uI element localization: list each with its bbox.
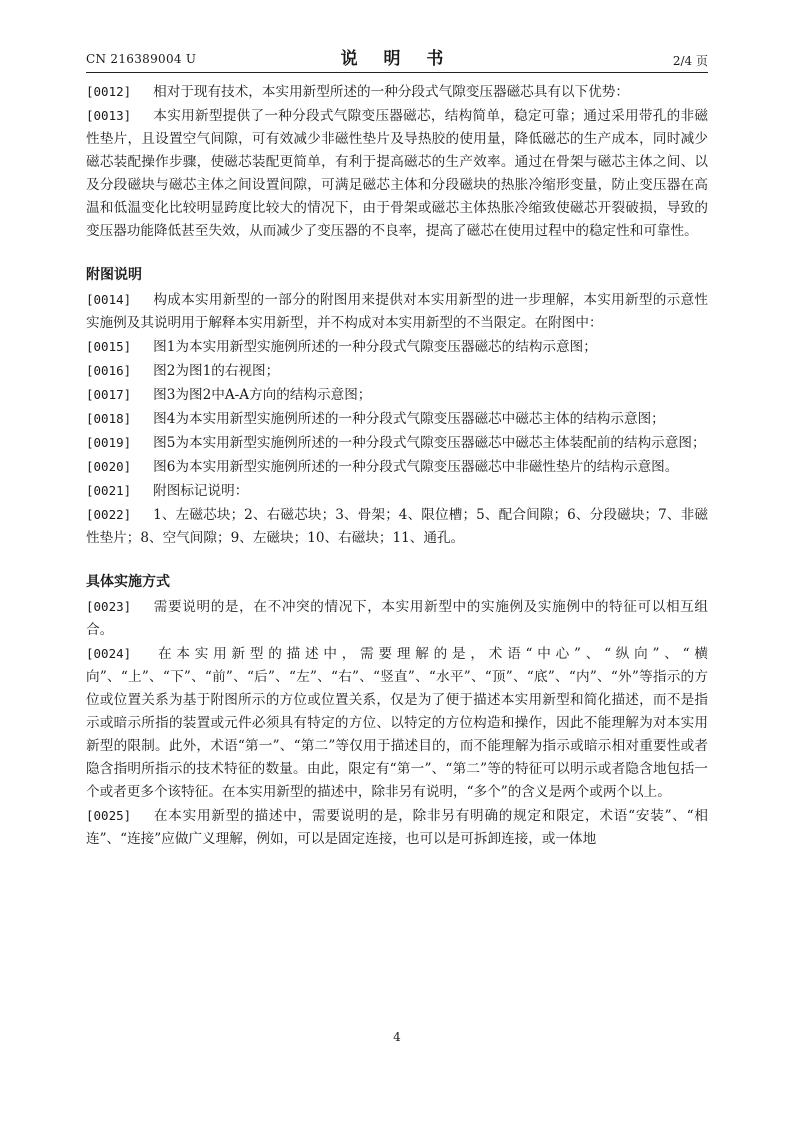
paragraph-number: [0024] bbox=[86, 646, 132, 661]
section-heading-embodiments: 具体实施方式 bbox=[86, 574, 170, 590]
section-heading-figures: 附图说明 bbox=[86, 267, 142, 283]
publication-number: CN 216389004 U bbox=[86, 52, 197, 66]
paragraph-number: [0014] bbox=[86, 292, 132, 307]
paragraph-text: 图6为本实用新型实施例所述的一种分段式气隙变压器磁芯中非磁性垫片的结构示意图。 bbox=[153, 459, 679, 475]
paragraph bbox=[86, 383, 708, 407]
paragraph-number: [0015] bbox=[86, 339, 132, 354]
paragraph-text: 图2为图1的右视图； bbox=[153, 363, 280, 379]
paragraph-number: [0012] bbox=[86, 84, 132, 99]
page-header bbox=[86, 44, 708, 70]
paragraph-number: [0023] bbox=[86, 599, 132, 614]
paragraph bbox=[86, 431, 708, 455]
paragraph-text: 附图标记说明： bbox=[153, 483, 249, 499]
paragraph-text: 构成本实用新型的一部分的附图用来提供对本实用新型的进一步理解，本实用新型的示意性实施例及其说明用于解释本实用新型，并不构成对本实用新型的不当限定。在附图中： bbox=[86, 292, 708, 331]
paragraph-text: 图4为本实用新型实施例所述的一种分段式气隙变压器磁芯中磁芯主体的结构示意图； bbox=[153, 411, 665, 427]
paragraph bbox=[86, 503, 708, 550]
paragraph bbox=[86, 407, 708, 431]
page-indicator: 2/4 页 bbox=[672, 54, 708, 68]
document-title: 说 明 书 bbox=[340, 49, 454, 69]
paragraph bbox=[86, 455, 708, 479]
paragraph-number: [0025] bbox=[86, 808, 132, 823]
document-body bbox=[86, 80, 708, 851]
paragraph-text: 图5为本实用新型实施例所述的一种分段式气隙变压器磁芯中磁芯主体装配前的结构示意图； bbox=[153, 435, 706, 451]
paragraph-text: 1、左磁芯块；2、右磁芯块；3、骨架；4、限位槽；5、配合间隙；6、分段磁块；7、非磁性垫片；8、空气间隙；9、左磁块；10、右磁块；11、通孔。 bbox=[86, 507, 708, 546]
paragraph bbox=[86, 104, 708, 243]
paragraph-text: 相对于现有技术，本实用新型所述的一种分段式气隙变压器磁芯具有以下优势： bbox=[153, 84, 629, 100]
paragraph-number: [0013] bbox=[86, 108, 132, 123]
paragraph-number: [0018] bbox=[86, 411, 132, 426]
paragraph-text: 图1为本实用新型实施例所述的一种分段式气隙变压器磁芯的结构示意图； bbox=[153, 339, 597, 355]
paragraph-text: 图3为图2中A-A方向的结构示意图； bbox=[153, 387, 372, 403]
paragraph bbox=[86, 80, 708, 104]
paragraph bbox=[86, 804, 708, 851]
page-number: 4 bbox=[393, 1030, 401, 1044]
paragraph-number: [0017] bbox=[86, 387, 132, 402]
paragraph-text: 在本实用新型的描述中，需要理解的是，术语“中心”、“纵向”、“横向”、“上”、“下”、“前”、“后”、“左”、“右”、“竖直”、“水平”、“顶”、“底”、“内”、“外”等指示的方位或位置关系为基于附图所示的方位或位置关系，仅是为了便于描述本实用新型和简化描述，而不是指示或暗示所指的装置或元件必须具有特定的方位、以特定的方位构造和操作，因此不能理解为对本实用新型的限制。此外，术语“第一”、“第二”等仅用于描述目的，而不能理解为指示或暗示相对重要性或者隐含指明所指示的技术特征的数量。由此，限定有“第一”、“第二”等的特征可以明示或者隐含地包括一个或者更多个该特征。在本实用新型的描述中，除非另有说明，“多个”的含义是两个或两个以上。 bbox=[86, 646, 708, 800]
header-rule bbox=[86, 72, 708, 73]
paragraph bbox=[86, 335, 708, 359]
paragraph-number: [0016] bbox=[86, 363, 132, 378]
paragraph bbox=[86, 595, 708, 642]
paragraph bbox=[86, 359, 708, 383]
paragraph-number: [0019] bbox=[86, 435, 132, 450]
paragraph-text: 本实用新型提供了一种分段式气隙变压器磁芯，结构简单，稳定可靠；通过采用带孔的非磁性垫片，且设置空气间隙，可有效减少非磁性垫片及导热胶的使用量，降低磁芯的生产成本，同时减少磁芯装配操作步骤，使磁芯装配更简单，有利于提高磁芯的生产效率。通过在骨架与磁芯主体之间、以及分段磁块与磁芯主体之间设置间隙，可满足磁芯主体和分段磁块的热胀冷缩形变量，防止变压器在高温和低温变化比较明显跨度比较大的情况下，由于骨架或磁芯主体热胀冷缩致使磁芯开裂破损，导致的变压器功能降低甚至失效，从而减少了变压器的不良率，提高了磁芯在使用过程中的稳定性和可靠性。 bbox=[86, 108, 708, 239]
paragraph-text: 需要说明的是，在不冲突的情况下，本实用新型中的实施例及实施例中的特征可以相互组合。 bbox=[86, 599, 708, 638]
paragraph-number: [0021] bbox=[86, 483, 132, 498]
paragraph-text: 在本实用新型的描述中，需要说明的是，除非另有明确的规定和限定，术语“安装”、“相连”、“连接”应做广义理解，例如，可以是固定连接，也可以是可拆卸连接，或一体地 bbox=[86, 808, 708, 847]
paragraph bbox=[86, 642, 708, 804]
paragraph-number: [0020] bbox=[86, 459, 132, 474]
paragraph bbox=[86, 288, 708, 335]
paragraph-number: [0022] bbox=[86, 507, 132, 522]
paragraph bbox=[86, 479, 708, 503]
